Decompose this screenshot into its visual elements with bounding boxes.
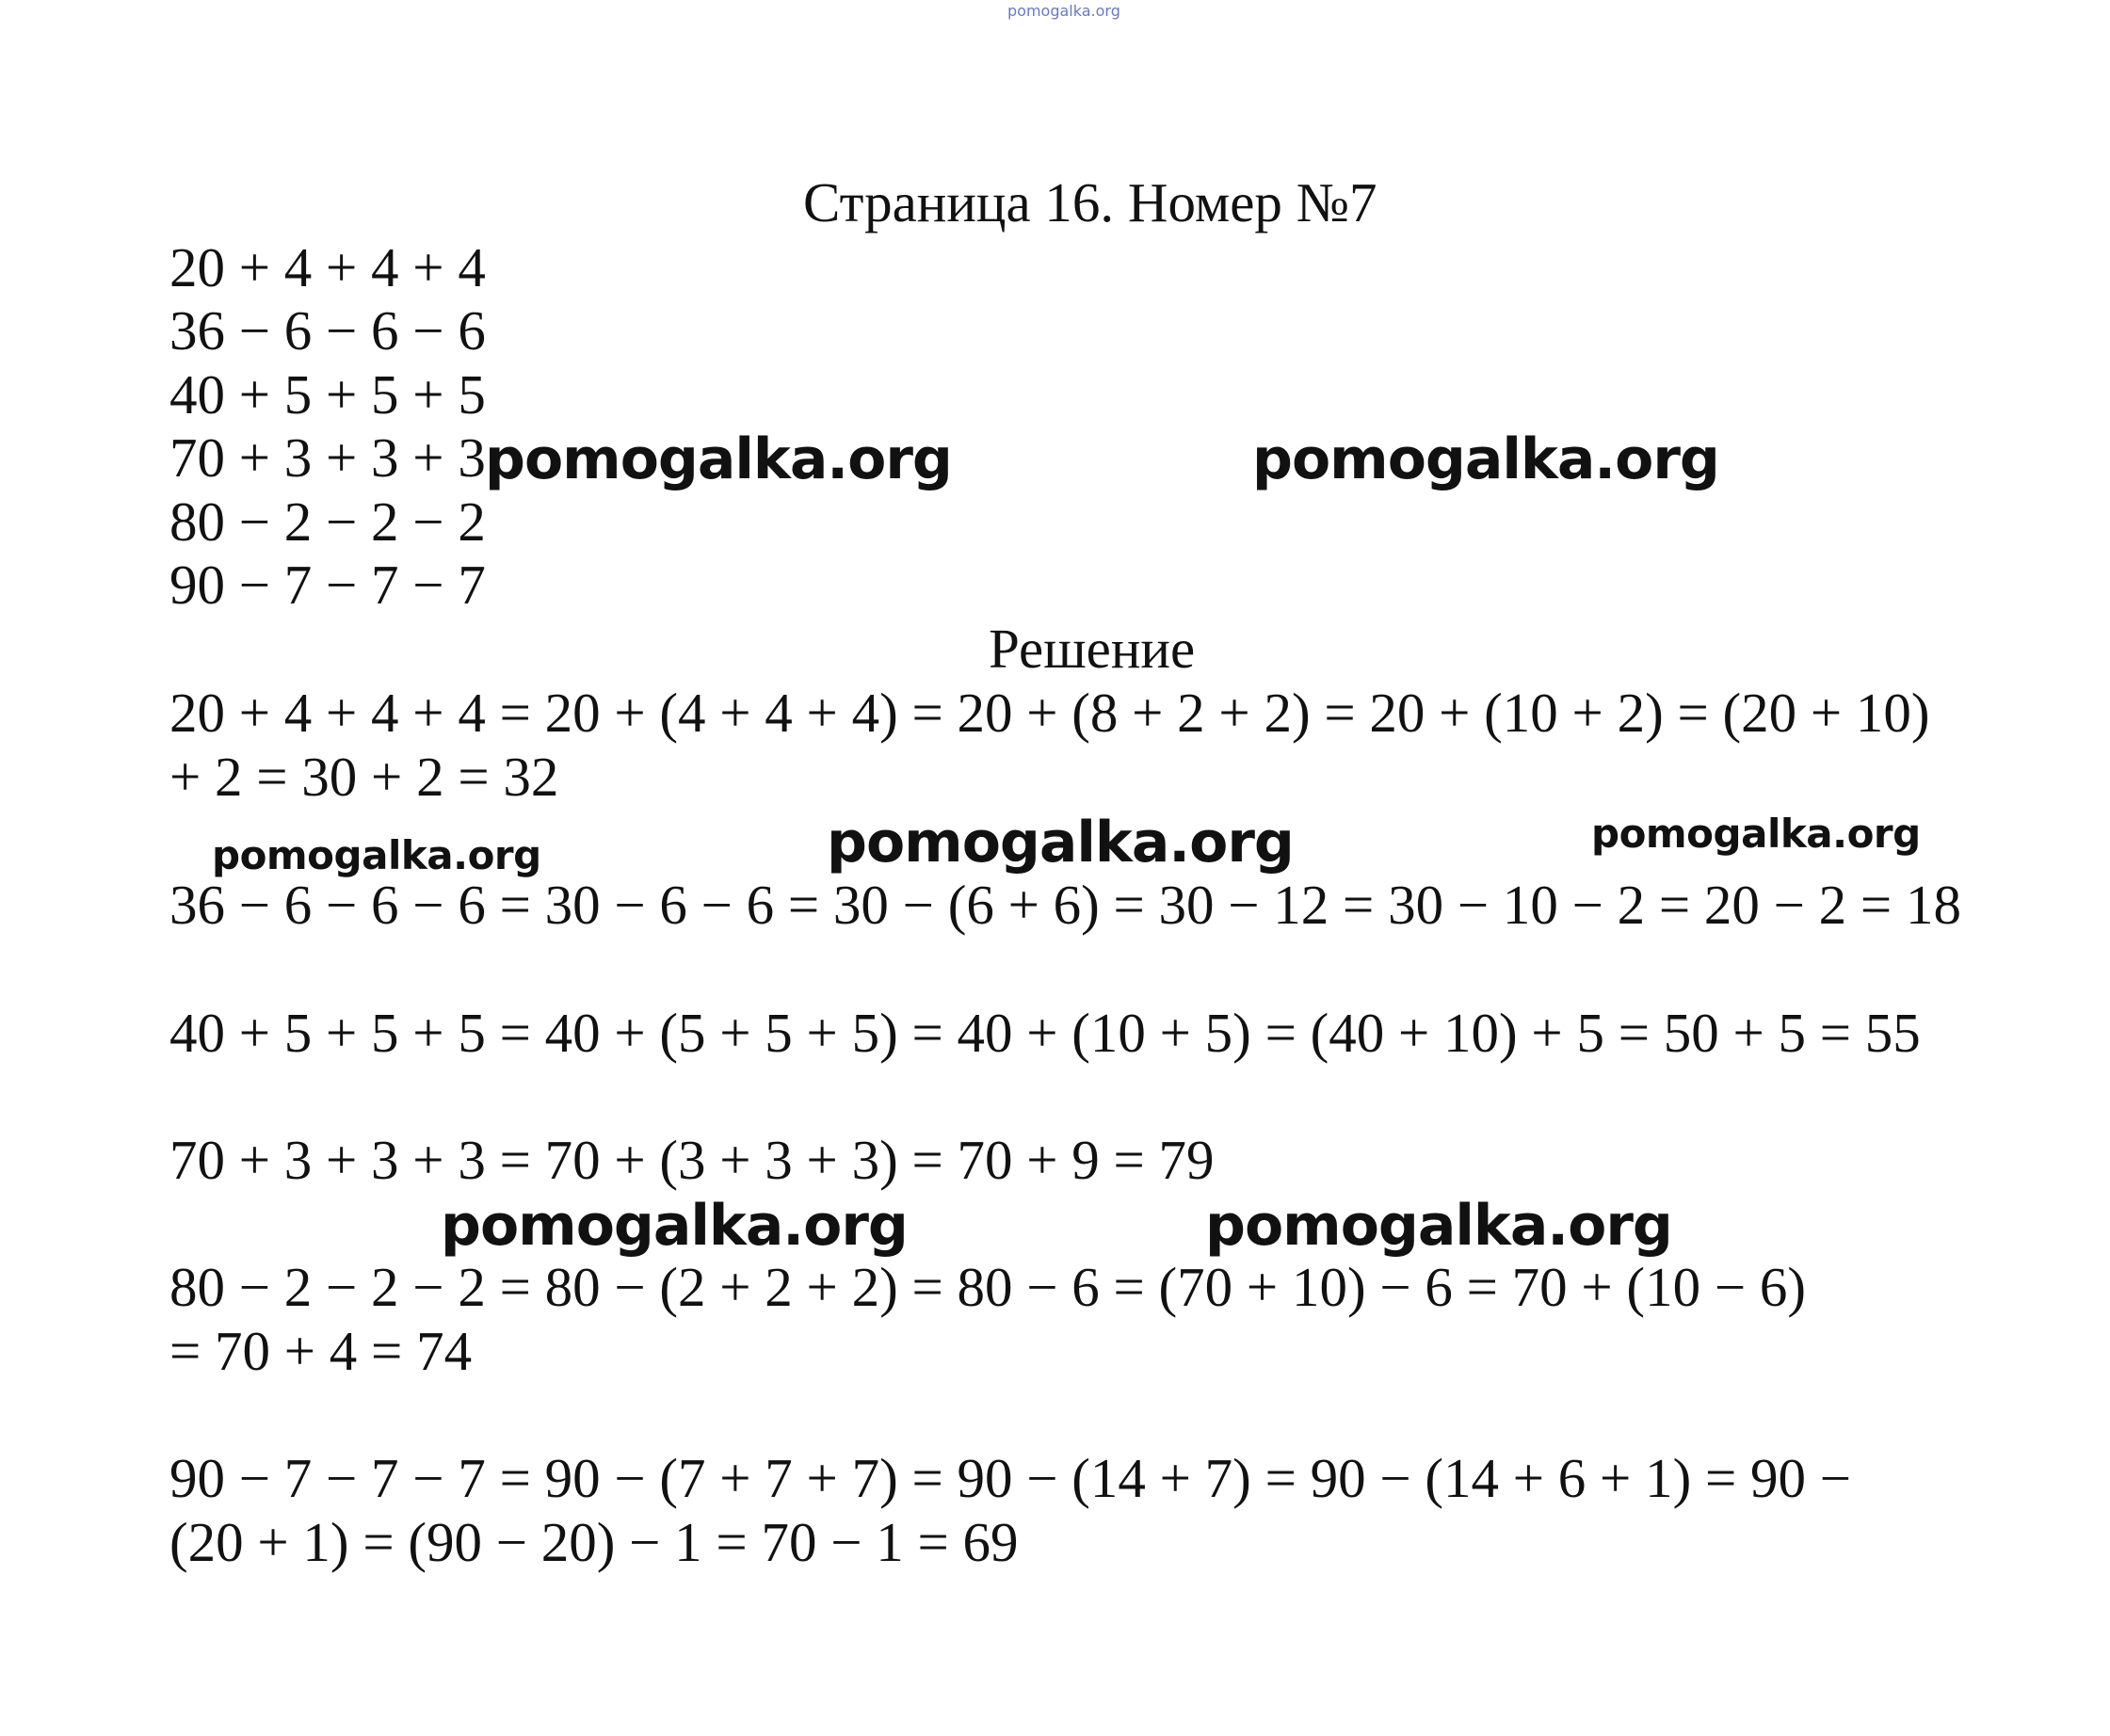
solution-3-line-1: 40 + 5 + 5 + 5 = 40 + (5 + 5 + 5) = 40 + (10 + 5) = (40 + 10) + 5 = 50 + 5 = 55 xyxy=(169,1002,1921,1064)
solution-1-line-2: + 2 = 30 + 2 = 32 xyxy=(169,746,559,808)
watermark-3: pomogalka.org xyxy=(212,832,541,878)
solution-heading: Решение xyxy=(989,618,1196,680)
solution-6-line-1: 90 − 7 − 7 − 7 = 90 − (7 + 7 + 7) = 90 − (14 + 7) = 90 − (14 + 6 + 1) = 90 − xyxy=(169,1447,1852,1509)
page-title: Страница 16. Номер №7 xyxy=(803,171,1377,233)
watermark-4: pomogalka.org xyxy=(827,810,1294,876)
task-line-6: 90 − 7 − 7 − 7 xyxy=(169,554,486,616)
watermark-6: pomogalka.org xyxy=(441,1193,908,1259)
solution-1-line-1: 20 + 4 + 4 + 4 = 20 + (4 + 4 + 4) = 20 + (8 + 2 + 2) = 20 + (10 + 2) = (20 + 10) xyxy=(169,682,1930,744)
task-line-3: 40 + 5 + 5 + 5 xyxy=(169,363,486,426)
watermark-1: pomogalka.org xyxy=(485,426,952,492)
solution-5-line-2: = 70 + 4 = 74 xyxy=(169,1320,473,1382)
solution-4-line-1: 70 + 3 + 3 + 3 = 70 + (3 + 3 + 3) = 70 + 9 = 79 xyxy=(169,1129,1215,1191)
solution-2-line-1: 36 − 6 − 6 − 6 = 30 − 6 − 6 = 30 − (6 + 6) = 30 − 12 = 30 − 10 − 2 = 20 − 2 = 18 xyxy=(169,874,1961,936)
task-line-1: 20 + 4 + 4 + 4 xyxy=(169,236,486,298)
header-watermark: pomogalka.org xyxy=(1007,2,1120,20)
task-line-4: 70 + 3 + 3 + 3 xyxy=(169,426,486,489)
solution-6-line-2: (20 + 1) = (90 − 20) − 1 = 70 − 1 = 69 xyxy=(169,1511,1019,1573)
watermark-5: pomogalka.org xyxy=(1591,811,1921,857)
watermark-7: pomogalka.org xyxy=(1205,1193,1672,1259)
task-line-2: 36 − 6 − 6 − 6 xyxy=(169,299,486,362)
solution-5-line-1: 80 − 2 − 2 − 2 = 80 − (2 + 2 + 2) = 80 − 6 = (70 + 10) − 6 = 70 + (10 − 6) xyxy=(169,1256,1806,1318)
task-line-5: 80 − 2 − 2 − 2 xyxy=(169,490,486,553)
watermark-2: pomogalka.org xyxy=(1252,426,1719,492)
